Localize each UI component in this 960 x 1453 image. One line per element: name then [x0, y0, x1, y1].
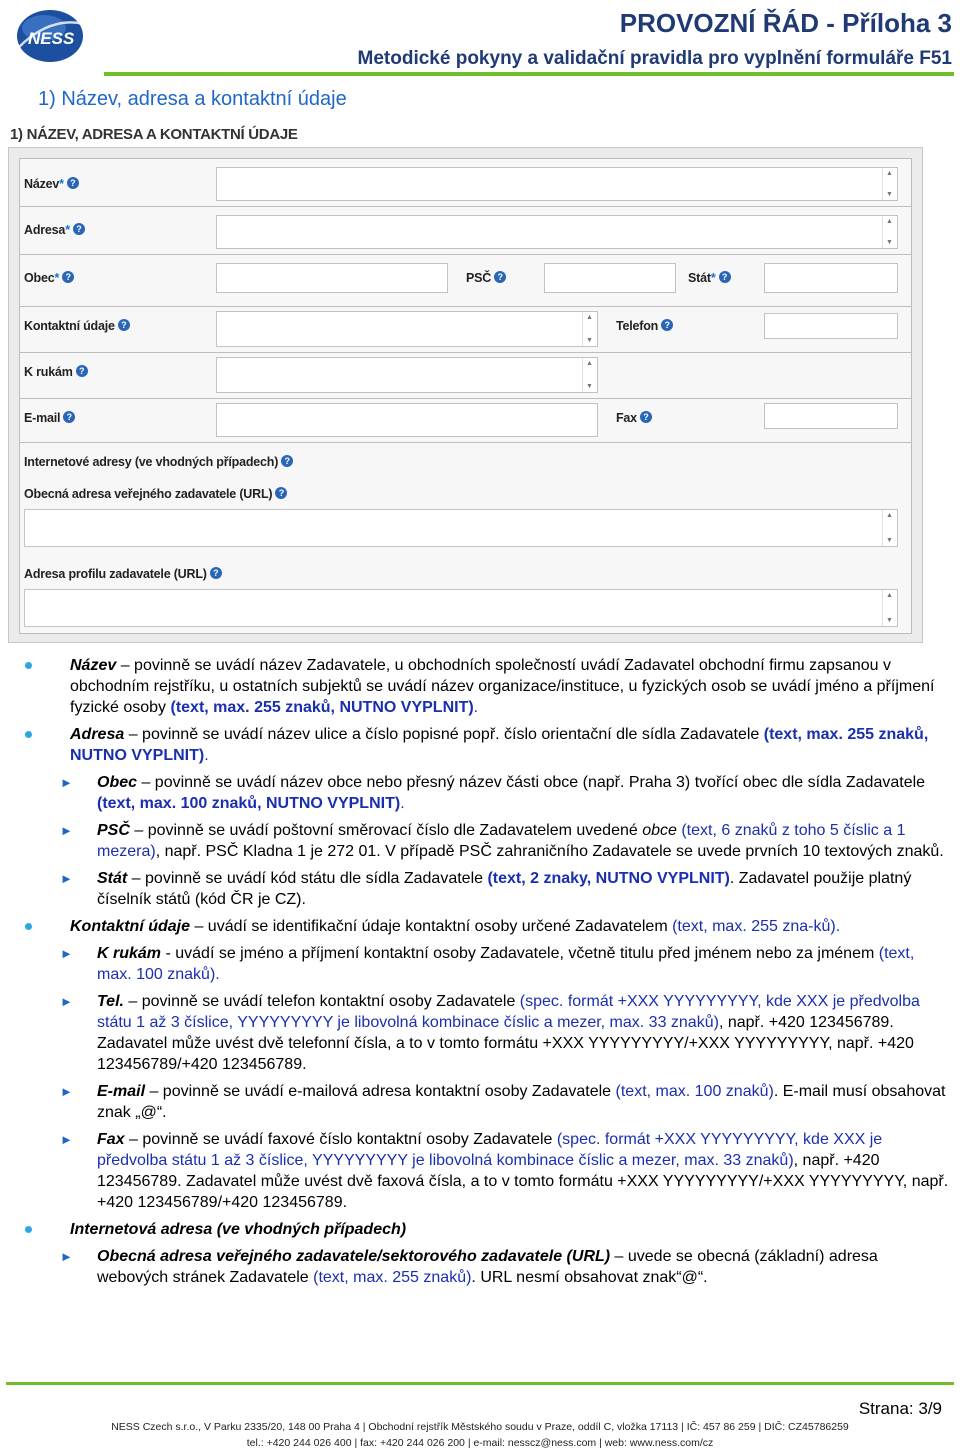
arrow-bullet-icon: ►: [60, 1249, 73, 1264]
help-icon[interactable]: ?: [661, 319, 673, 331]
arrow-bullet-icon: ►: [60, 871, 73, 886]
nazev-textarea[interactable]: [216, 167, 898, 201]
help-icon[interactable]: ?: [494, 271, 506, 283]
scrollbar[interactable]: [882, 510, 897, 546]
help-icon[interactable]: ?: [76, 365, 88, 377]
group-email: [19, 398, 912, 444]
list-item-fax: ► Fax – povinně se uvádí faxové číslo kontaktní osoby Zadavatele (spec. formát +XXX YYYYYYYYY, kde XXX je předvolba státu 1 až 3 číslice, YYYYYYYYY je libovolná kombinace číslic a mezer, max. 33 znaků), např. +420 123456789. Zadavatel může uvést dvě faxová čísla, a to v tomto formátu +XXX YYYYYYYYY/+XXX YYYYYYYYY, např. +420 123456789/+420 123456789.: [60, 1131, 949, 1211]
group-adresa: [19, 206, 912, 256]
arrow-bullet-icon: ►: [60, 775, 73, 790]
label-kontaktni: Kontaktní údaje ?: [24, 319, 130, 333]
group-nazev: [19, 158, 912, 208]
list-item-nazev: Název – povinně se uvádí název Zadavatele, u obchodních společností uvádí Zadavatel obchodní firmu zapsanou v obchodním rejstříku, u ostatních subjektů se uvádí název organizace/instituce, u fyzických osob se uvádí jméno a příjmení fyzické osoby (text, max. 255 znaků, NUTNO VYPLNIT).: [40, 655, 950, 718]
document-title: PROVOZNÍ ŘÁD - Příloha 3: [619, 8, 952, 38]
psc-input[interactable]: [544, 263, 676, 293]
list-item-adresa: Adresa – povinně se uvádí název ulice a číslo popisné popř. číslo orientační dle sídla Zadavatele (text, max. 255 znaků, NUTNO VYPLNIT).: [40, 724, 950, 766]
scrollbar[interactable]: [882, 590, 897, 626]
form-panel: [8, 147, 923, 643]
url-obecna-textarea[interactable]: [24, 509, 898, 547]
help-icon[interactable]: ?: [118, 319, 130, 331]
help-icon[interactable]: ?: [73, 223, 85, 235]
help-icon[interactable]: ?: [275, 487, 287, 499]
label-nazev: Název* ?: [24, 177, 79, 191]
group-internet: [19, 442, 912, 634]
list-item-kontaktni: Kontaktní údaje – uvádí se identifikační údaje kontaktní osoby určené Zadavatelem (text, max. 255 zna-ků).: [40, 916, 950, 937]
group-krukam: [19, 352, 912, 400]
footer-divider: [6, 1382, 954, 1385]
group-kontaktni: [19, 306, 912, 354]
footer-company-info: NESS Czech s.r.o., V Parku 2335/20, 148 00 Praha 4 | Obchodní rejstřík Městského soudu v Praze, oddíl C, vložka 17113 | IČ: 457 86 259 | DIČ: CZ45786259: [111, 1421, 849, 1433]
label-obec: Obec* ?: [24, 271, 74, 285]
fax-input[interactable]: [764, 403, 898, 429]
obec-input[interactable]: [216, 263, 448, 293]
section-heading: 1) Název, adresa a kontaktní údaje: [38, 88, 347, 110]
arrow-bullet-icon: ►: [60, 823, 73, 838]
group-obec: [19, 254, 912, 308]
scrollbar[interactable]: [582, 358, 597, 392]
label-stat: Stát* ?: [688, 271, 731, 285]
label-fax: Fax ?: [616, 411, 652, 425]
label-email: E-mail ?: [24, 411, 75, 425]
list-item-obec: ► Obec – povinně se uvádí název obce nebo přesný název části obce (např. Praha 3) tvořící obec dle sídla Zadavatele (text, max. 100 znaků, NUTNO VYPLNIT).: [60, 774, 926, 812]
label-psc: PSČ ?: [466, 271, 506, 285]
label-telefon: Telefon ?: [616, 319, 673, 333]
scrollbar[interactable]: [882, 168, 897, 200]
help-icon[interactable]: ?: [719, 271, 731, 283]
svg-text:NESS: NESS: [28, 29, 75, 48]
scrollbar[interactable]: [882, 216, 897, 248]
label-adresa: Adresa* ?: [24, 223, 85, 237]
krukam-textarea[interactable]: [216, 357, 598, 393]
arrow-bullet-icon: ►: [60, 1132, 73, 1147]
list-item-krukam: ► K rukám - uvádí se jméno a příjmení kontaktní osoby Zadavatele, včetně titulu před jménem nebo za jménem (text, max. 100 znaků).: [60, 945, 915, 983]
arrow-bullet-icon: ►: [60, 946, 73, 961]
help-icon[interactable]: ?: [62, 271, 74, 283]
page-number: Strana: 3/9: [858, 1399, 942, 1418]
content-body: [40, 655, 950, 1294]
bullet-icon: [25, 923, 32, 930]
label-url-obecna: Obecná adresa veřejného zadavatele (URL) ?: [24, 487, 287, 501]
help-icon[interactable]: ?: [640, 411, 652, 423]
list-item-tel: ► Tel. – povinně se uvádí telefon kontaktní osoby Zadavatele (spec. formát +XXX YYYYYYYYY, kde XXX je předvolba státu 1 až 3 číslice, YYYYYYYYY je libovolná kombinace číslic a mezer, max. 33 znaků), např. +420 123456789. Zadavatel může uvést dvě telefonní čísla, a to v tomto formátu +XXX YYYYYYYYY/+XXX YYYYYYYYY, např. +420 123456789/+420 123456789.: [60, 993, 920, 1073]
list-item-email: ► E-mail – povinně se uvádí e-mailová adresa kontaktní osoby Zadavatele (text, max. 100 znaků). E-mail musí obsahovat znak „@“.: [60, 1083, 946, 1121]
adresa-textarea[interactable]: [216, 215, 898, 249]
form-caption: 1) NÁZEV, ADRESA A KONTAKTNÍ ÚDAJE: [10, 126, 298, 143]
help-icon[interactable]: ?: [210, 567, 222, 579]
document-subtitle: Metodické pokyny a validační pravidla pro vyplnění formuláře F51: [357, 48, 952, 69]
stat-input[interactable]: [764, 263, 898, 293]
help-icon[interactable]: ?: [63, 411, 75, 423]
scrollbar[interactable]: [582, 312, 597, 346]
url-profil-textarea[interactable]: [24, 589, 898, 627]
list-item-psc: ► PSČ – povinně se uvádí poštovní směrovací číslo dle Zadavatelem uvedené obce (text, 6 znaků z toho 5 číslic a 1 mezera), např. PSČ Kladna 1 je 272 01. V případě PSČ zahraničního Zadavatele se uvede prvních 10 textových znaků.: [60, 822, 944, 860]
label-url-profil: Adresa profilu zadavatele (URL) ?: [24, 567, 222, 581]
header-divider: [104, 72, 954, 76]
help-icon[interactable]: ?: [281, 455, 293, 467]
bullet-icon: [25, 731, 32, 738]
arrow-bullet-icon: ►: [60, 1084, 73, 1099]
arrow-bullet-icon: ►: [60, 994, 73, 1009]
ness-logo: [14, 6, 88, 64]
bullet-icon: [25, 1226, 32, 1233]
list-item-internet: Internetová adresa (ve vhodných případech): [40, 1219, 950, 1240]
list-item-stat: ► Stát – povinně se uvádí kód státu dle sídla Zadavatele (text, 2 znaky, NUTNO VYPLNIT). Zadavatel použije platný číselník států (kód ČR je CZ).: [60, 870, 912, 908]
label-internet-heading: Internetové adresy (ve vhodných případech) ?: [24, 455, 293, 469]
telefon-input[interactable]: [764, 313, 898, 339]
label-krukam: K rukám ?: [24, 365, 88, 379]
bullet-icon: [25, 662, 32, 669]
footer-contact-info: tel.: +420 244 026 400 | fax: +420 244 026 200 | e-mail: nesscz@ness.com | web: www.ness.com/cz: [246, 1437, 714, 1449]
help-icon[interactable]: ?: [67, 177, 79, 189]
kontaktni-textarea[interactable]: [216, 311, 598, 347]
email-input[interactable]: [216, 403, 598, 437]
list-item-obecna-adresa: ► Obecná adresa veřejného zadavatele/sektorového zadavatele (URL) – uvede se obecná (základní) adresa webových stránek Zadavatele (text, max. 255 znaků). URL nesmí obsahovat znak“@“.: [60, 1248, 878, 1286]
